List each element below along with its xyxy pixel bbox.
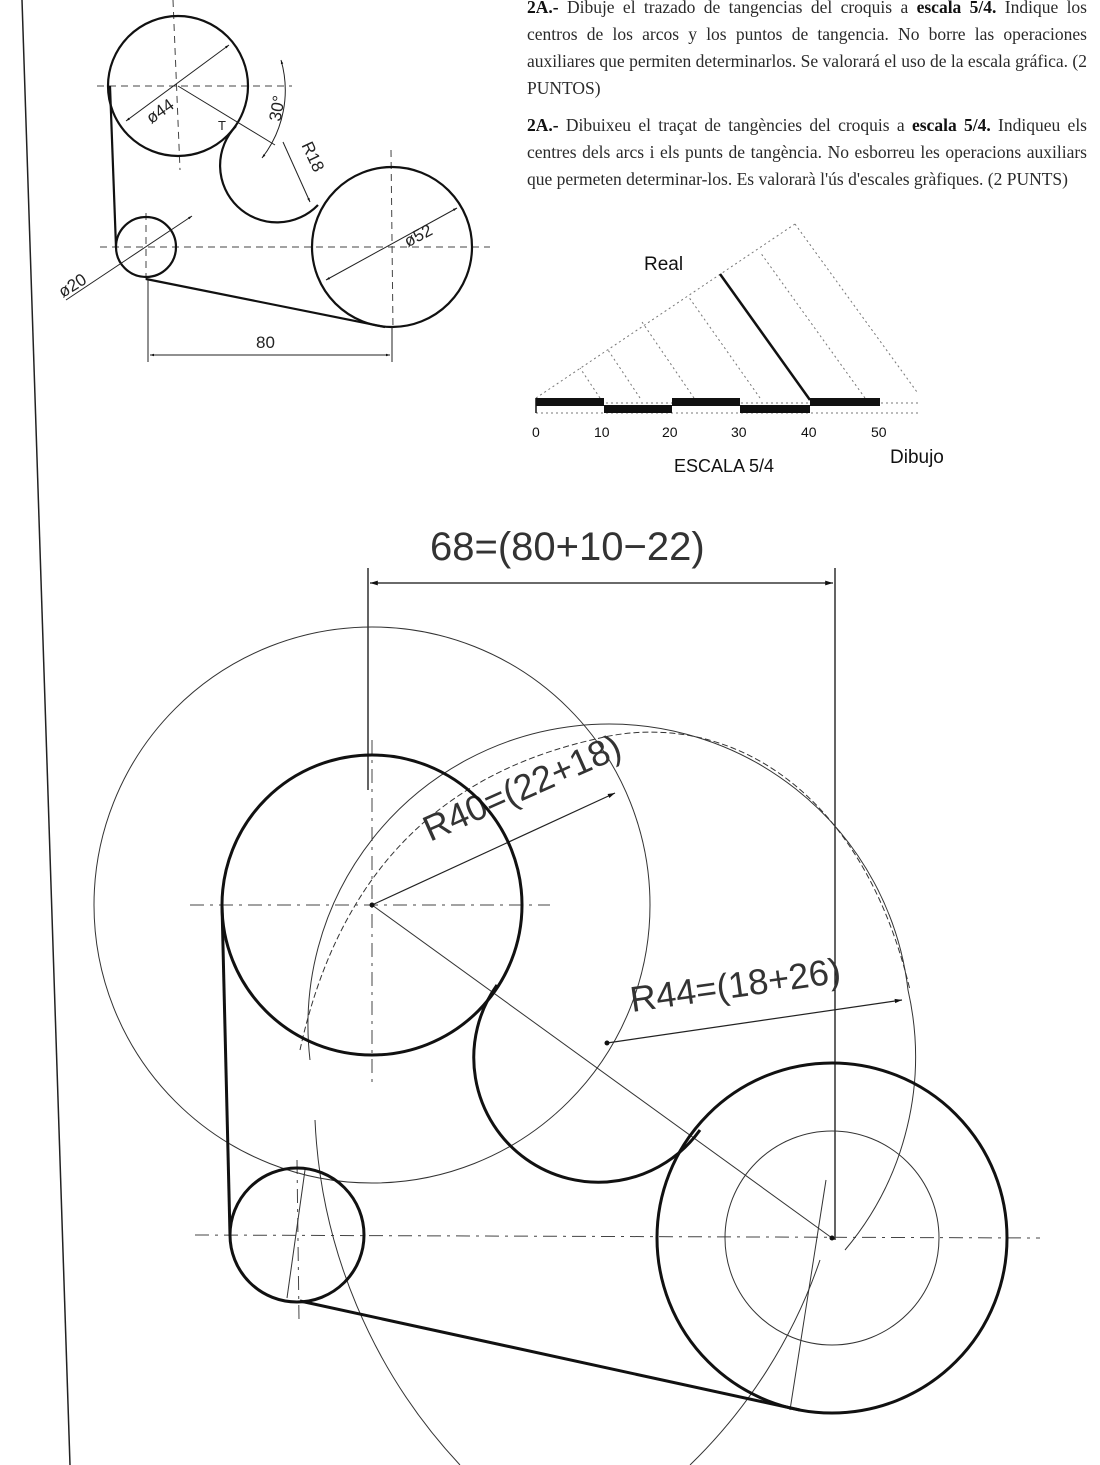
scale-transfer-line xyxy=(720,274,810,400)
label-dimension-68: 68=(80+10−22) xyxy=(430,525,705,569)
center-point-r18 xyxy=(605,1041,610,1046)
tick-0: 0 xyxy=(532,424,540,440)
solution-drawing xyxy=(94,525,1040,1465)
label-80: 80 xyxy=(256,333,275,352)
tick-20: 20 xyxy=(662,424,678,440)
scale-construction-lines xyxy=(536,224,920,413)
circle-d20-scaled xyxy=(230,1168,364,1302)
tick-40: 40 xyxy=(801,424,817,440)
center-point-right xyxy=(830,1236,835,1241)
aux-tangent-construct-1 xyxy=(287,1170,305,1298)
sketch-dimensions xyxy=(66,45,457,362)
label-angle-30: 30° xyxy=(265,94,289,123)
label-r18: R18 xyxy=(297,138,329,175)
exercise-number-es: 2A.- xyxy=(527,0,559,17)
dimension-68 xyxy=(368,568,835,1240)
aux-arc-lower-left xyxy=(315,1120,460,1465)
label-dibujo: Dibujo xyxy=(890,447,944,468)
aux-tangent-construct-2 xyxy=(790,1180,826,1410)
solution-centerlines xyxy=(190,740,1040,1320)
tangent-line-bottom xyxy=(300,1301,800,1410)
tick-10: 10 xyxy=(594,424,610,440)
tangent-line-left xyxy=(222,905,230,1235)
label-r40: R40=(22+18) xyxy=(416,725,628,850)
exercise-number-ca: 2A.- xyxy=(527,115,559,135)
sketch-tangent-bottom xyxy=(146,279,385,327)
scale-bar-blocks xyxy=(536,398,880,413)
sketch-outline xyxy=(108,16,472,327)
label-real: Real xyxy=(644,254,684,275)
aux-arc-r40-sum xyxy=(300,732,910,1050)
label-tangent-point: T xyxy=(218,118,226,133)
instruction-text-ca-2: Indiqueu els centres dels arcs i els punts de tangència. No esborreu les operacions auxiliars que permeten determinar-los. Es valorarà l'ús d'escales gràfiques. (2 PUNTS) xyxy=(527,115,1087,189)
label-r44: R44=(18+26) xyxy=(627,949,844,1020)
solution-outline xyxy=(222,755,1007,1413)
instruction-text-ca-1: Dibuixeu el traçat de tangències del croquis a xyxy=(558,115,912,135)
sketch-arc-r18 xyxy=(220,126,318,222)
tick-30: 30 xyxy=(731,424,747,440)
aux-center-line xyxy=(372,905,832,1238)
tick-50: 50 xyxy=(871,424,887,440)
auxiliary-arcs xyxy=(94,627,939,1465)
scale-title: ESCALA 5/4 xyxy=(674,456,775,476)
instruction-text-es-2: Indique los centros de los arcos y los puntos de tangencia. No borre las operaciones auxiliares que permiten determinarlos. Se valorará el uso de la escala gráfica. (2 PUNTOS) xyxy=(527,0,1087,98)
scale-emphasis-es: escala 5/4. xyxy=(916,0,997,17)
instruction-text-es-1: Dibuje el trazado de tangencias del croquis a xyxy=(558,0,917,17)
label-d52: ø52 xyxy=(400,220,436,252)
label-d20: ø20 xyxy=(54,269,90,302)
label-d44: ø44 xyxy=(142,95,178,128)
graphic-scale xyxy=(532,224,944,476)
sketch-croquis xyxy=(55,0,490,362)
scale-tick-labels xyxy=(532,424,887,440)
center-point-large xyxy=(370,903,375,908)
scale-emphasis-ca: escala 5/4. xyxy=(911,115,991,135)
